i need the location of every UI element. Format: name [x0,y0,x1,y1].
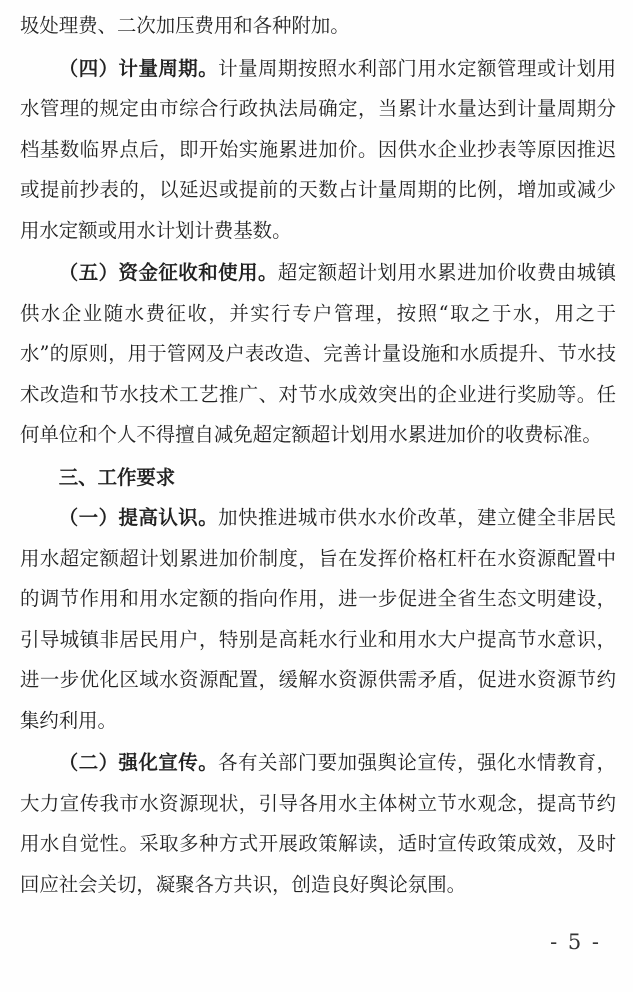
section-5-paragraph [20,253,616,456]
section-4-heading: （四）计量周期。 [58,56,219,80]
subsection-2-body: 各有关部门要加强舆论宣传，强化水情教育，大力宣传我市水资源现状，引导各用水主体树立节水观念，提高节约用水自觉性。采取多种方式开展政策解读，适时宣传政策成效，及时回应社会关切，凝聚各方共识，创造良好舆论氛围。 [20,751,617,896]
subsection-2-paragraph [20,743,616,905]
section-5-body: 超定额超计划用水累进加价收费由城镇供水企业随水费征收，并实行专户管理，按照“取之于水，用之于水”的原则，用于管网及户表改造、完善计量设施和水质提升、节水技术改造和节水技术工艺推广、对节水成效突出的企业进行奖励等。任何单位和个人不得擅自减免超定额超计划用水累进加价的收费标准。 [20,261,616,446]
chapter-3-paragraph [20,458,616,499]
subsection-1-paragraph [20,498,616,741]
section-4-body: 计量周期按照水利部门用水定额管理或计划用水管理的规定由市综合行政执法局确定，当累计水量达到计量周期分档基数临界点后，即开始实施累进加价。因供水企业抄表等原因推迟或提前抄表的，以延迟或提前的天数占计量周期的比例，增加或减少用水定额或用水计划计费基数。 [20,56,617,242]
chapter-3-title: 三、工作要求 [58,465,176,489]
continuation-text: 圾处理费、二次加压费用和各种附加。 [20,14,350,37]
subsection-2-heading: （二）强化宣传。 [58,751,219,774]
subsection-1-heading: （一）提高认识。 [58,506,219,529]
page-content [20,6,616,905]
section-4-paragraph [20,49,616,252]
continuation-paragraph [20,6,616,47]
section-5-heading: （五）资金征收和使用。 [58,261,278,284]
subsection-1-body: 加快推进城市供水水价改革，建立健全非居民用水超定额超计划累进加价制度，旨在发挥价格杠杆在水资源配置中的调节作用和用水定额的指向作用，进一步促进全省生态文明建设，引导城镇非居民用户，特别是高耗水行业和用水大户提高节水意识，进一步优化区域水资源配置，缓解水资源供需矛盾，促进水资源节约集约利用。 [20,506,617,732]
page-number: - 5 - [550,930,601,954]
